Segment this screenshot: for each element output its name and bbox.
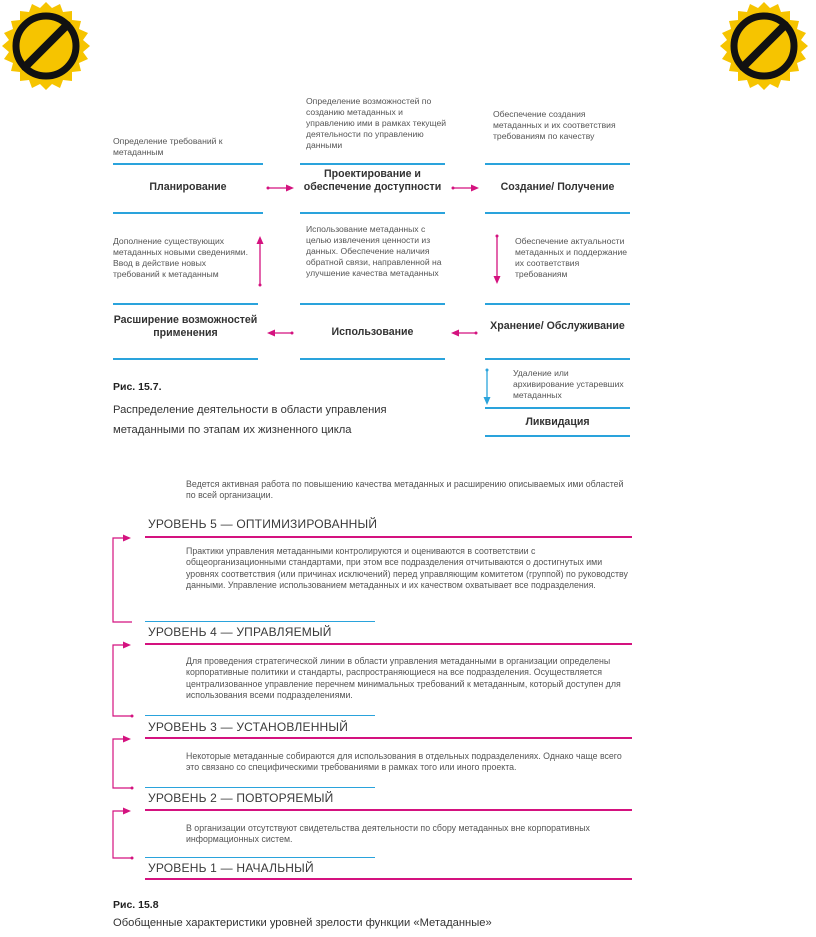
level-5-desc: Ведется активная работа по повышению качества метаданных и расширению описываемых ими областей по всей организации. — [186, 479, 624, 501]
stage-use: Использование — [331, 326, 414, 338]
level-2-title: УРОВЕНЬ 2 — ПОВТОРЯЕМЫЙ — [148, 791, 334, 805]
level-2-desc: Некоторые метаданные собираются для использования в отдельных подразделениях. Однако чаще всего это связано со специфическими требованиями в рамках того или иного проекта. — [186, 751, 622, 773]
connector-2-to-3 — [113, 736, 134, 790]
connector-4-to-5 — [113, 535, 132, 623]
desc-create: Обеспечение создания метаданных и их соответствия требованиям по качеству — [493, 109, 616, 141]
desc-design: Определение возможностей по созданию метаданных и управлению ими в рамках текущей деятельности по управлению данными — [306, 96, 447, 150]
stage-create: Создание/ Получение — [500, 181, 615, 193]
connector-1-to-2 — [113, 808, 134, 860]
level-1-title: УРОВЕНЬ 1 — НАЧАЛЬНЫЙ — [148, 861, 314, 875]
level-4-desc: Практики управления метаданными контролируются и оцениваются в соответствии с общеорганизационными стандартами, при этом все подразделения отчитываются о достигнутых ими уровнях соответствия (или причинах исключений) перед управляющим комитетом (группой) по руководству данными. Управление использованием метаданных и их качеством охватывает все подразделения. — [186, 546, 628, 591]
stage-design: Проектирование и обеспечение доступности — [303, 168, 442, 193]
stage-liquidation: Ликвидация — [525, 416, 590, 428]
stage-extend: Расширение возможностей применения — [113, 314, 258, 339]
stage-planning: Планирование — [149, 181, 227, 193]
fig-15-7-caption-line1: Распределение деятельности в области управления — [113, 404, 387, 416]
level-5-title: УРОВЕНЬ 5 — ОПТИМИЗИРОВАННЫЙ — [148, 517, 378, 531]
desc-requirements: Определение требований к метаданным — [113, 136, 223, 157]
desc-maintain: Обеспечение актуальности метаданных и поддержание их соответствия требованиям — [515, 236, 628, 279]
stage-store: Хранение/ Обслуживание — [490, 320, 625, 332]
desc-archive: Удаление или архивирование устаревших метаданных — [513, 368, 624, 400]
desc-use: Использование метаданных с целью извлечения ценности из данных. Обеспечение наличия обратной связи, направленной на улучшение качества метаданных — [306, 224, 442, 278]
level-1-desc: В организации отсутствуют свидетельства деятельности по сбору метаданных вне корпоративных информационных систем. — [186, 823, 590, 845]
connector-3-to-4 — [113, 642, 134, 718]
fig-15-8-caption: Обобщенные характеристики уровней зрелости функции «Метаданные» — [113, 917, 492, 929]
level-4-title: УРОВЕНЬ 4 — УПРАВЛЯЕМЫЙ — [148, 625, 332, 639]
fig-15-8-caption-title: Рис. 15.8 — [113, 899, 159, 911]
level-3-title: УРОВЕНЬ 3 — УСТАНОВЛЕННЫЙ — [148, 720, 349, 734]
fig-15-7-caption-line2: метаданными по этапам их жизненного цикла — [113, 424, 352, 436]
level-3-desc: Для проведения стратегической линии в области управления метаданными в организации определены корпоративные политики и стандарты, распространяющиеся на все подразделения. Осуществляется централизованное управление перечнем минимальных требований к метаданным, который доступен для использования всеми подразделениями. — [186, 656, 621, 701]
desc-extend: Дополнение существующих метаданных новыми сведениями. Ввод в действие новых требований к метаданным — [113, 236, 248, 279]
fig-15-7-caption-title: Рис. 15.7. — [113, 381, 162, 393]
